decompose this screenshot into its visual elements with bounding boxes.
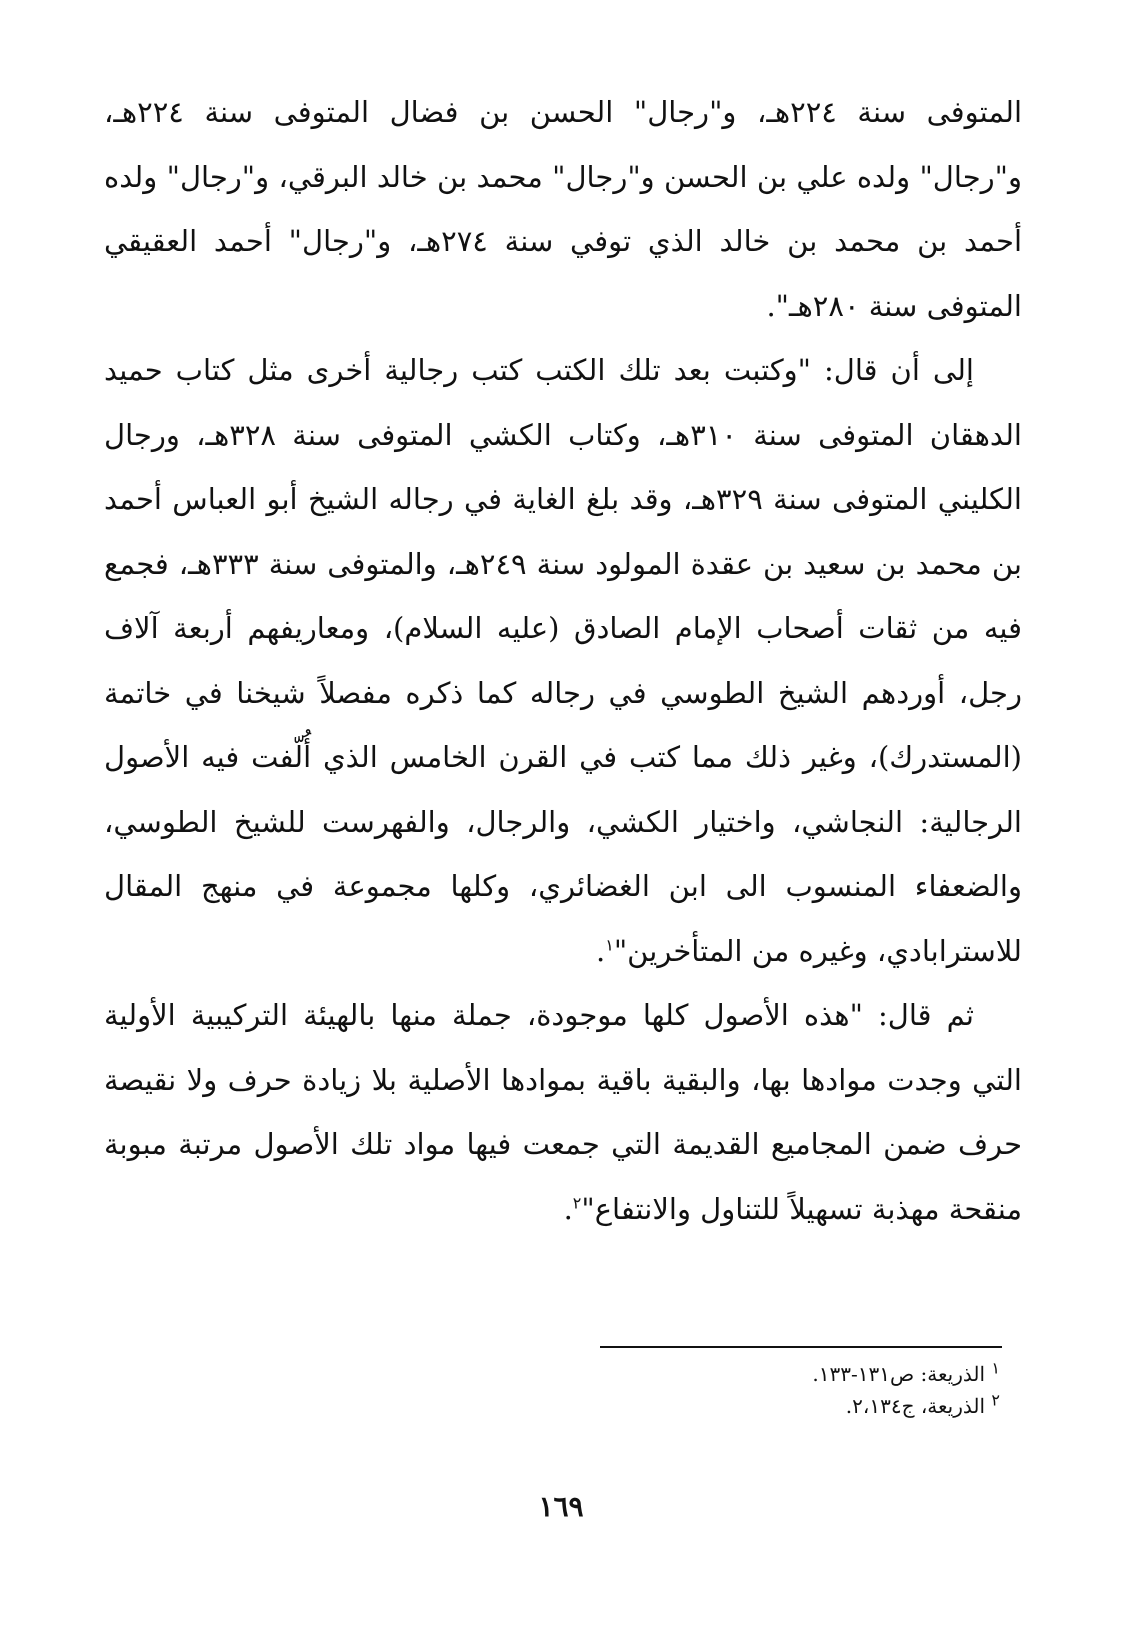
paragraph-2-text: إلى أن قال: "وكتبت بعد تلك الكتب كتب رجالية أخرى مثل كتاب حميد الدهقان المتوفى سنة ٣١٠هـ، وكتاب الكشي المتوفى سنة ٣٢٨هـ، ورجال الكليني المتوفى سنة ٣٢٩هـ، وقد بلغ الغاية في رجاله الشيخ أبو العباس أحمد بن محمد بن سعيد بن عقدة المولود سنة ٢٤٩هـ، والمتوفى سنة ٣٣٣هـ، فجمع فيه من ثقات أصحاب الإمام الصادق (عليه السلام)، ومعاريفهم أربعة آلاف رجل، أوردهم الشيخ الطوسي في رجاله كما ذكره مفصلاً شيخنا في خاتمة (المستدرك)، وغير ذلك مما كتب في القرن الخامس الذي أُلّفت فيه الأصول الرجالية: النجاشي، واختيار الكشي، والرجال، والفهرست للشيخ الطوسي، والضعفاء المنسوب الى ابن الغضائري، وكلها مجموعة في منهج المقال للاسترابادي، وغيره من المتأخرين" <box>104 353 1022 968</box>
paragraph-1-text: المتوفى سنة ٢٢٤هـ، و"رجال" الحسن بن فضال المتوفى سنة ٢٢٤هـ، و"رجال" ولده علي بن الحسن و"رجال" محمد بن خالد البرقي، و"رجال" ولده أحمد بن محمد بن خالد الذي توفي سنة ٢٧٤هـ، و"رجال" أحمد العقيقي المتوفى سنة ٢٨٠هـ". <box>104 95 1022 323</box>
footnote-2 <box>600 1390 1000 1422</box>
page-number: ١٦٩ <box>538 1490 584 1523</box>
paragraph-2-tail: . <box>596 933 606 968</box>
footnotes <box>600 1358 1000 1422</box>
footnote-ref-1: ١ <box>605 934 614 954</box>
footnote-ref-2: ٢ <box>572 1192 582 1212</box>
paragraph-3-tail: . <box>563 1191 573 1226</box>
paragraph-1 <box>104 80 1022 338</box>
paragraph-2 <box>104 338 1022 983</box>
footnote-1-text: الذريعة: ص١٣١-١٣٣. <box>812 1362 986 1386</box>
footnote-1-number: ١ <box>991 1358 1000 1378</box>
main-text <box>104 80 1022 1241</box>
footnote-2-number: ٢ <box>991 1390 1000 1410</box>
footnote-1 <box>600 1358 1000 1390</box>
footnote-divider <box>600 1346 1002 1348</box>
paragraph-3 <box>104 983 1022 1241</box>
paragraph-3-text: ثم قال: "هذه الأصول كلها موجودة، جملة منها بالهيئة التركيبية الأولية التي وجدت موادها بها، والبقية باقية بموادها الأصلية بلا زيادة حرف ولا نقيصة حرف ضمن المجاميع القديمة التي جمعت فيها مواد تلك الأصول مرتبة مبوبة منقحة مهذبة تسهيلاً للتناول والانتفاع" <box>104 998 1022 1226</box>
footnote-2-text: الذريعة، ج٢،١٣٤. <box>845 1394 986 1418</box>
